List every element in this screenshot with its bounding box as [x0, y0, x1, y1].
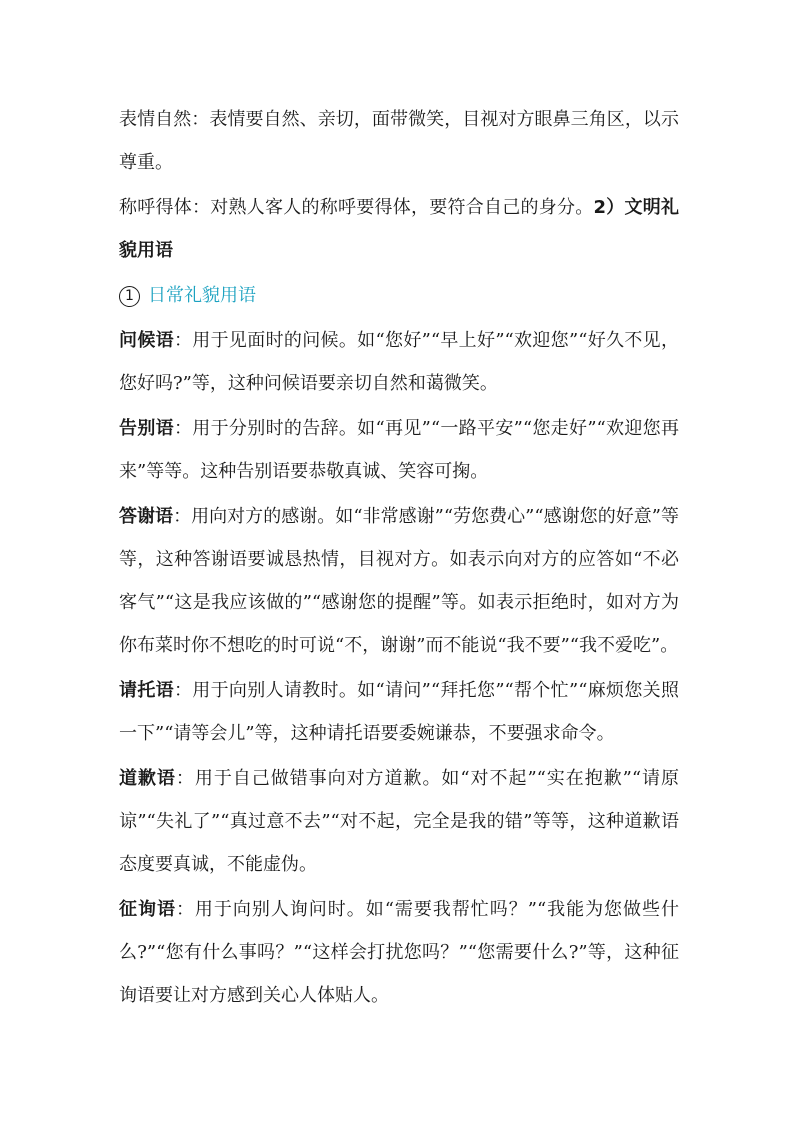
- list-item: [119, 888, 679, 1017]
- item-text: ：用向对方的感谢。如“非常感谢”“劳您费心”“感谢您的好意”等等，这种答谢语要诚恳热情，目视对方。如表示向对方的应答如“不必客气”“这是我应该做的”“感谢您的提醒”等。如表示拒绝时，如对方为你布菜时你不想吃的时可说“不，谢谢”而不能说“我不要”“我不爱吃”。: [119, 506, 679, 656]
- item-text: ：用于向别人询问时。如“需要我帮忙吗？”“我能为您做些什么?”“您有什么事吗？”“这样会打扰您吗？”“您需要什么?”等，这种征询语要让对方感到关心人体贴人。: [119, 899, 679, 1006]
- item-text: ：用于向别人请教时。如“请问”“拜托您”“帮个忙”“麻烦您关照一下”“请等会儿”等，这种请托语要委婉谦恭，不要强求命令。: [119, 680, 680, 744]
- section-heading: [119, 274, 679, 317]
- list-item: [119, 669, 679, 755]
- item-text: ：用于见面时的问候。如“您好”“早上好”“欢迎您”“好久不见，您好吗?”等，这种问候语要亲切自然和蔼微笑。: [119, 330, 680, 394]
- list-item: [119, 407, 679, 493]
- circled-number: 1: [119, 286, 140, 307]
- item-term: 告别语: [119, 418, 174, 439]
- list-item: [119, 757, 679, 886]
- item-text: ：用于自己做错事向对方道歉。如“对不起”“实在抱歉”“请原谅”“失礼了”“真过意不去”“对不起，完全是我的错”等等，这种道歉语态度要真诚，不能虚伪。: [119, 768, 680, 875]
- item-term: 征询语: [119, 899, 176, 920]
- body-text: [119, 98, 679, 1017]
- paragraph-expression: 表情自然：表情要自然、亲切，面带微笑，目视对方眼鼻三角区，以示尊重。: [119, 109, 679, 173]
- item-term: 道歉语: [119, 768, 176, 789]
- subsection-title: 2）文明礼貌用语: [119, 197, 680, 261]
- section-title: 日常礼貌用语: [148, 285, 256, 306]
- item-text: ：用于分别时的告辞。如“再见”“一路平安”“您走好”“欢迎您再来”等等。这种告别语要恭敬真诚、笑容可掬。: [119, 418, 680, 482]
- item-term: 答谢语: [119, 506, 174, 527]
- item-term: 问候语: [119, 330, 174, 351]
- item-term: 请托语: [119, 680, 174, 701]
- list-item: [119, 495, 679, 667]
- list-item: [119, 319, 679, 405]
- paragraph-address: 称呼得体：对熟人客人的称呼要得体，要符合自己的身分。2）文明礼貌用语: [119, 197, 680, 261]
